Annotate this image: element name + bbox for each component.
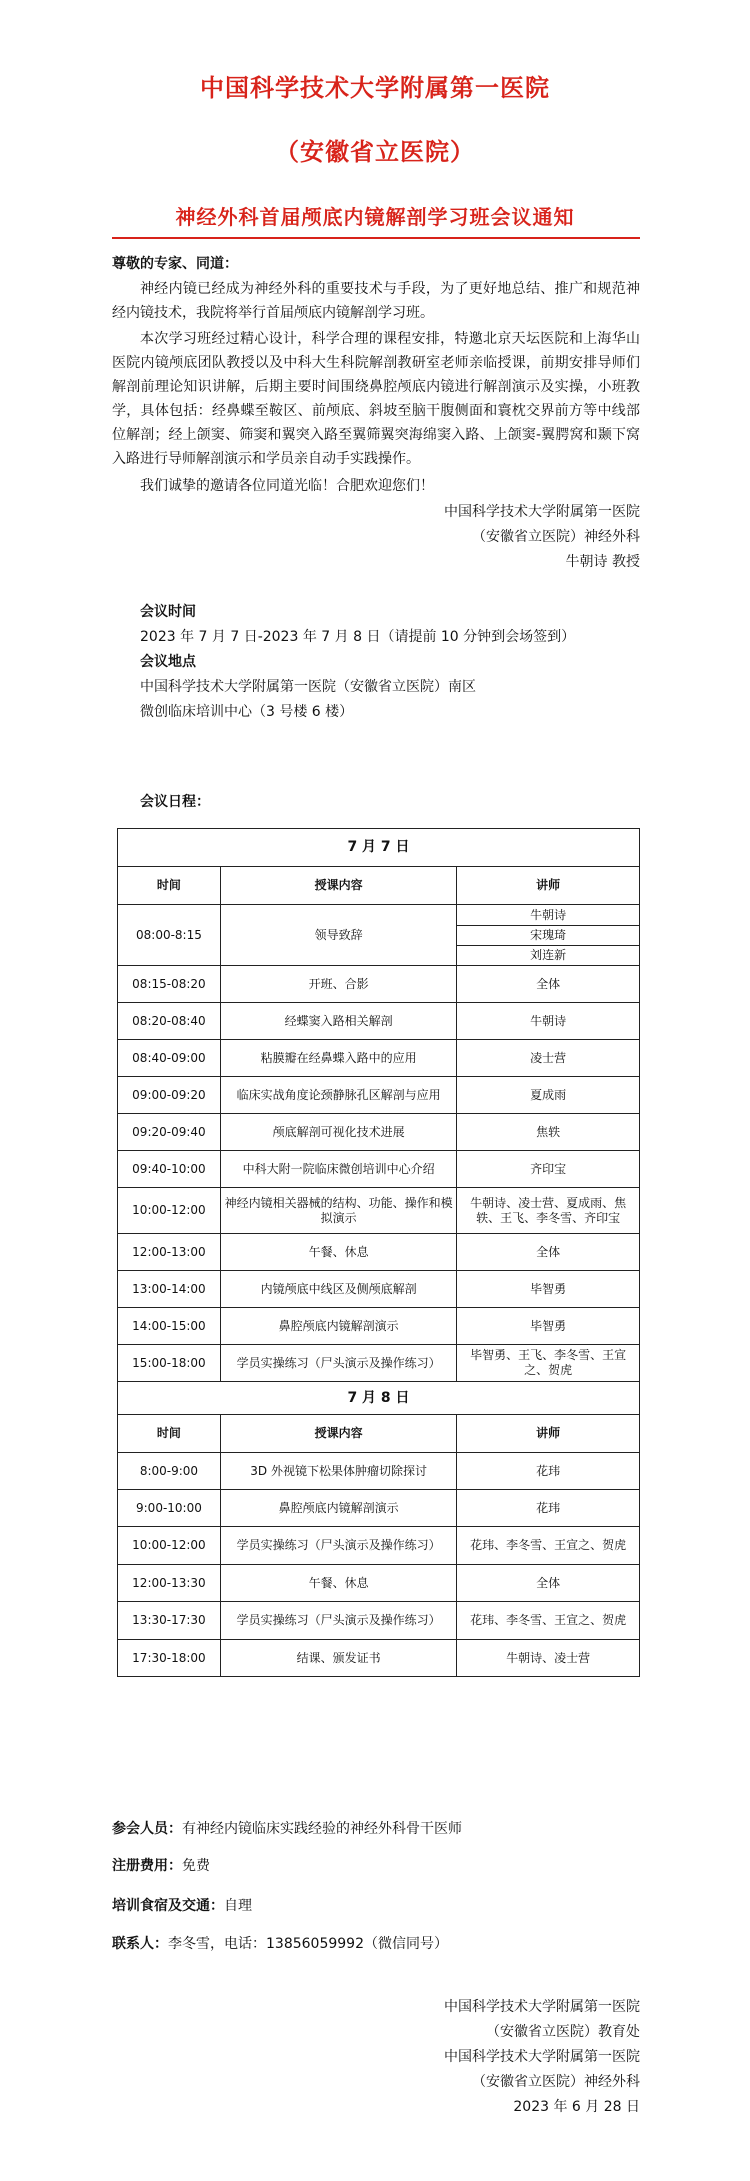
hospital-title: 中国科学技术大学附属第一医院 [200,74,550,102]
table-row-time: 08:40-09:00 [118,1040,221,1077]
signature-professor: 牛朝诗 教授 [565,554,640,570]
table-row-lecturer: 花玮 [457,1453,640,1490]
table-row-lecturers [457,905,640,966]
hospital-subtitle: （安徽省立医院） [275,138,475,166]
table-row-content: 领导致辞 [220,905,457,966]
table-row-content: 经蝶窦入路相关解剖 [220,1003,457,1040]
table-row-time: 09:40-10:00 [118,1151,221,1188]
col-lecturer-header: 讲师 [457,1415,640,1453]
lodging [112,1895,252,1915]
footer-department-2: （安徽省立医院）神经外科 [472,2074,640,2090]
table-row-content: 中科大附一院临床微创培训中心介绍 [220,1151,457,1188]
table-row-time: 13:30-17:30 [118,1602,221,1640]
greeting: 尊敬的专家、同道： [112,256,238,272]
col-content-header: 授课内容 [220,867,457,905]
table-row-lecturer: 焦轶 [457,1114,640,1151]
table-row-time: 08:00-8:15 [118,905,221,966]
meeting-time-value: 2023 年 7 月 7 日-2023 年 7 月 8 日（请提前 10 分钟到会场签到） [140,629,576,645]
table-row-content: 神经内镜相关器械的结构、功能、操作和模拟演示 [220,1188,457,1234]
table-row-content: 学员实操练习（尸头演示及操作练习） [220,1602,457,1640]
table-row-time: 14:00-15:00 [118,1308,221,1345]
table-row-content: 临床实战角度论颈静脉孔区解剖与应用 [220,1077,457,1114]
table-row-lecturer: 牛朝诗、凌士营 [457,1640,640,1677]
contact [112,1933,448,1953]
footer-hospital-2: 中国科学技术大学附属第一医院 [444,2049,640,2065]
table-row-content: 学员实操练习（尸头演示及操作练习） [220,1345,457,1382]
meeting-time-label: 会议时间 [140,604,196,620]
table-row-lecturer: 全体 [457,966,640,1003]
table-row-content: 鼻腔颅底内镜解剖演示 [220,1490,457,1527]
paragraph-welcome: 我们诚挚的邀请各位同道光临！合肥欢迎您们！ [140,478,434,494]
table-row-lecturer: 夏成雨 [457,1077,640,1114]
table-row-time: 10:00-12:00 [118,1527,221,1565]
table-row-lecturer: 花玮、李冬雪、王宣之、贺虎 [457,1527,640,1565]
table-row-content: 内镜颅底中线区及侧颅底解剖 [220,1271,457,1308]
table-row-lecturer: 毕智勇 [457,1308,640,1345]
footer-department-1: （安徽省立医院）教育处 [486,2024,640,2040]
footer-hospital-1: 中国科学技术大学附属第一医院 [444,1999,640,2015]
table-row-time: 8:00-9:00 [118,1453,221,1490]
table-row-time: 08:15-08:20 [118,966,221,1003]
table-row-time: 9:00-10:00 [118,1490,221,1527]
table-row-content: 3D 外视镜下松果体肿瘤切除探讨 [220,1453,457,1490]
table-row-time: 12:00-13:30 [118,1565,221,1602]
table-row-content: 开班、合影 [220,966,457,1003]
lecturer-name: 刘连新 [530,947,567,962]
table-row-time: 10:00-12:00 [118,1188,221,1234]
lecturer-name: 宋瑰琦 [457,926,639,946]
lodging-label: 培训食宿及交通： [112,1898,224,1914]
attendees-label: 参会人员： [112,1821,182,1837]
col-time-header: 时间 [118,1415,221,1453]
fee-value: 免费 [182,1858,210,1874]
signature-hospital: 中国科学技术大学附属第一医院 [444,504,640,520]
table-row-lecturer: 花玮 [457,1490,640,1527]
table-row-lecturer: 全体 [457,1565,640,1602]
table-row-time: 09:00-09:20 [118,1077,221,1114]
lecturer-name: 牛朝诗 [457,906,639,926]
schedule-table [117,828,640,1677]
table-row-content: 学员实操练习（尸头演示及操作练习） [220,1527,457,1565]
table-row-content: 粘膜瓣在经鼻蝶入路中的应用 [220,1040,457,1077]
table-row-content: 鼻腔颅底内镜解剖演示 [220,1308,457,1345]
table-row-lecturer: 牛朝诗 [457,1003,640,1040]
attendees-value: 有神经内镜临床实践经验的神经外科骨干医师 [182,1821,462,1837]
col-lecturer-header: 讲师 [457,867,640,905]
table-row-lecturer: 齐印宝 [457,1151,640,1188]
meeting-place-line2: 微创临床培训中心（3 号楼 6 楼） [140,704,354,720]
col-content-header: 授课内容 [220,1415,457,1453]
table-row-time: 09:20-09:40 [118,1114,221,1151]
table-row-lecturer: 毕智勇 [457,1271,640,1308]
table-row-time: 15:00-18:00 [118,1345,221,1382]
title-divider [112,237,640,239]
contact-value: 李冬雪，电话：13856059992（微信同号） [168,1936,448,1952]
signature-department: （安徽省立医院）神经外科 [472,529,640,545]
table-row-time: 13:00-14:00 [118,1271,221,1308]
table-row-lecturer: 花玮、李冬雪、王宣之、贺虎 [457,1602,640,1640]
meeting-place-label: 会议地点 [140,654,196,670]
paragraph-intro: 神经内镜已经成为神经外科的重要技术与手段，为了更好地总结、推广和规范神经内镜技术，我院将举行首届颅底内镜解剖学习班。 [112,281,640,321]
paragraph-course: 本次学习班经过精心设计，科学合理的课程安排，特邀北京天坛医院和上海华山医院内镜颅底团队教授以及中科大生科院解剖教研室老师亲临授课，前期安排导师们解剖前理论知识讲解，后期主要时间围绕鼻腔颅底内镜进行解剖演示及实操，小班教学，具体包括：经鼻蝶至鞍区、前颅底、斜坡至脑干腹侧面和寰枕交界前方等中线部位解剖；经上颌窦、筛窦和翼突入路至翼筛翼突海绵窦入路、上颌窦-翼腭窝和颞下窝入路进行导师解剖演示和学员亲自动手实践操作。 [112,331,640,467]
table-row-content: 颅底解剖可视化技术进展 [220,1114,457,1151]
contact-label: 联系人： [112,1936,168,1952]
table-row-content: 结课、颁发证书 [220,1640,457,1677]
registration-fee [112,1855,210,1875]
day2-title: 7 月 8 日 [118,1382,640,1415]
attendees [112,1818,462,1838]
table-row-time: 17:30-18:00 [118,1640,221,1677]
notice-title: 神经外科首届颅底内镜解剖学习班会议通知 [175,205,575,229]
table-row-time: 12:00-13:00 [118,1234,221,1271]
col-time-header: 时间 [118,867,221,905]
table-row-content: 午餐、休息 [220,1234,457,1271]
fee-label: 注册费用： [112,1858,182,1874]
table-row-content: 午餐、休息 [220,1565,457,1602]
table-row-lecturer: 毕智勇、王飞、李冬雪、王宣之、贺虎 [457,1345,640,1382]
meeting-place-line1: 中国科学技术大学附属第一医院（安徽省立医院）南区 [140,679,476,695]
schedule-label: 会议日程： [140,794,210,810]
table-row-lecturer: 全体 [457,1234,640,1271]
table-row-lecturer: 凌士营 [457,1040,640,1077]
table-row-lecturer: 牛朝诗、凌士营、夏成雨、焦轶、王飞、李冬雪、齐印宝 [457,1188,640,1234]
footer-date: 2023 年 6 月 28 日 [513,2099,640,2115]
day1-title: 7 月 7 日 [118,829,640,867]
table-row-time: 08:20-08:40 [118,1003,221,1040]
lodging-value: 自理 [224,1898,252,1914]
